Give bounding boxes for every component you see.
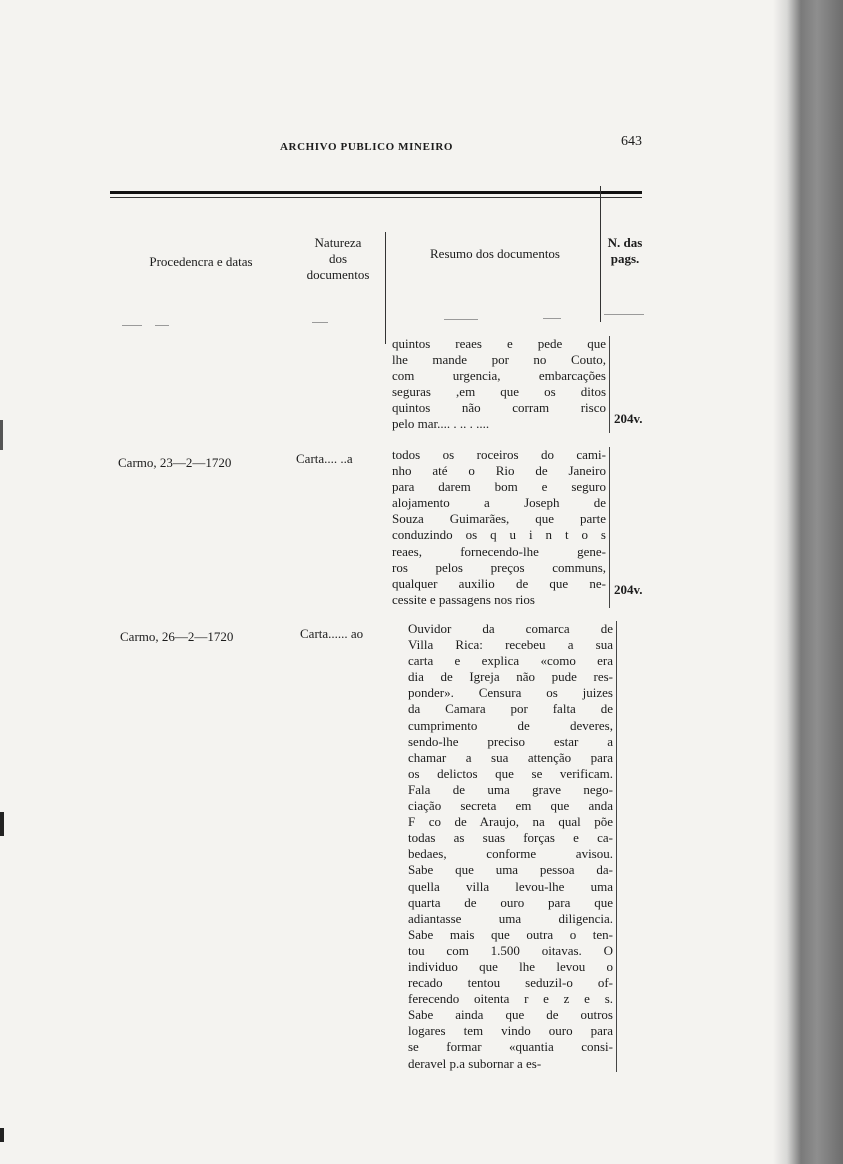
header-underline	[312, 322, 328, 323]
binding-mark	[0, 812, 4, 836]
summary-line: conduzindo os q u i n t o s	[392, 527, 606, 543]
summary-line: todas as suas forças e ca-	[408, 830, 613, 846]
summary-line: individuo que lhe levou o	[408, 958, 613, 974]
column-header-nature-line: Natureza	[314, 235, 362, 250]
summary-line: nho até o Rio de Janeiro	[392, 463, 606, 479]
summary-line: cumprimento de deveres,	[408, 717, 613, 733]
column-header-nature-line: dos	[328, 251, 348, 266]
column-header-nature	[292, 235, 384, 283]
summary-line: alojamento a Joseph de	[392, 495, 606, 511]
summary-line: dia de Igreja não pude res-	[408, 669, 613, 685]
summary-line: quarta de ouro para que	[408, 894, 613, 910]
column-header-origin-text: Procedencra e datas	[149, 254, 253, 269]
summary-line: lhe mande por no Couto,	[392, 352, 606, 368]
summary-line: Sabe mais que outra o ten-	[408, 926, 613, 942]
column-header-pages-line: pags.	[610, 251, 640, 266]
summary-line: sendo-lhe preciso estar a	[408, 733, 613, 749]
summary-line: todos os roceiros do cami-	[392, 447, 606, 462]
header-underline	[444, 319, 478, 320]
summary-line: recado tentou seduzil-o of-	[408, 975, 613, 991]
summary-line: logares tem vindo ouro para	[408, 1023, 613, 1039]
summary-line: ponder». Censura os juizes	[408, 685, 613, 701]
summary-line: quella villa levou-lhe uma	[408, 878, 613, 894]
running-header: ARCHIVO PUBLICO MINEIRO	[280, 141, 454, 153]
nature-cell-2: Carta...... ao	[300, 626, 364, 641]
summary-cell-2	[408, 621, 617, 1072]
summary-line: quintos reaes e pede que	[392, 336, 606, 351]
summary-line: bedaes, conforme avisou.	[408, 846, 613, 862]
summary-line: Villa Rica: recebeu a sua	[408, 637, 613, 653]
summary-line: cessite e passagens nos rios	[392, 591, 535, 607]
header-underline	[604, 314, 644, 315]
header-underline	[122, 325, 142, 326]
column-header-pages	[598, 235, 652, 267]
summary-line: F co de Araujo, na qual põe	[408, 814, 613, 830]
summary-line: Souza Guimarães, que parte	[392, 511, 606, 527]
page-ref-0: 204v.	[614, 411, 643, 426]
page-ref-1: 204v.	[614, 582, 643, 597]
binding-mark	[0, 420, 3, 450]
summary-line: chamar a sua attenção para	[408, 749, 613, 765]
nature-cell-1: Carta.... ..a	[296, 451, 353, 466]
summary-line: Ouvidor da comarca de	[408, 621, 613, 636]
header-underline	[155, 325, 169, 326]
summary-line: quintos não corram risco	[392, 400, 606, 416]
date-cell-2: Carmo, 26—2—1720	[120, 629, 234, 644]
summary-line: seguras ,em que os ditos	[392, 384, 606, 400]
summary-line: reaes, fornecendo-lhe gene-	[392, 543, 606, 559]
summary-line: deravel p.a subornar a es-	[408, 1055, 542, 1071]
column-header-origin	[118, 254, 284, 270]
summary-line: Sabe que uma pessoa da-	[408, 862, 613, 878]
column-header-summary-text: Resumo dos documentos	[430, 246, 560, 261]
page-edge-shadow	[773, 0, 843, 1164]
date-cell-1: Carmo, 23—2—1720	[118, 455, 232, 470]
summary-line: Fala de uma grave nego-	[408, 781, 613, 797]
column-header-summary	[394, 246, 596, 262]
column-header-pages-line: N. das	[607, 235, 643, 250]
page-number: 643	[621, 134, 642, 149]
summary-line: com urgencia, embarcações	[392, 368, 606, 384]
summary-line: ros pelos preços communs,	[392, 559, 606, 575]
summary-line: os delictos que se verificam.	[408, 765, 613, 781]
binding-mark	[0, 1128, 4, 1142]
summary-cell-0	[392, 336, 610, 433]
summary-line: da Camara por falta de	[408, 701, 613, 717]
summary-line: adiantasse uma diligencia.	[408, 910, 613, 926]
summary-line: carta e explica «como era	[408, 653, 613, 669]
header-rule	[110, 191, 642, 194]
summary-line: ferecendo oitenta r e z e s.	[408, 991, 613, 1007]
summary-cell-1	[392, 447, 610, 608]
summary-line: ciação secreta em que anda	[408, 798, 613, 814]
summary-line: Sabe ainda que de outros	[408, 1007, 613, 1023]
summary-line: qualquer auxilio de que ne-	[392, 575, 606, 591]
column-header-nature-line: documentos	[306, 267, 370, 282]
summary-line: tou com 1.500 oitavas. O	[408, 942, 613, 958]
header-rule-thin	[110, 197, 642, 198]
header-underline	[543, 318, 561, 319]
summary-line: para darem bom e seguro	[392, 479, 606, 495]
summary-line: se formar «quantia consi-	[408, 1039, 613, 1055]
column-divider	[385, 232, 386, 344]
summary-line: pelo mar.... . .. . ....	[392, 416, 490, 432]
